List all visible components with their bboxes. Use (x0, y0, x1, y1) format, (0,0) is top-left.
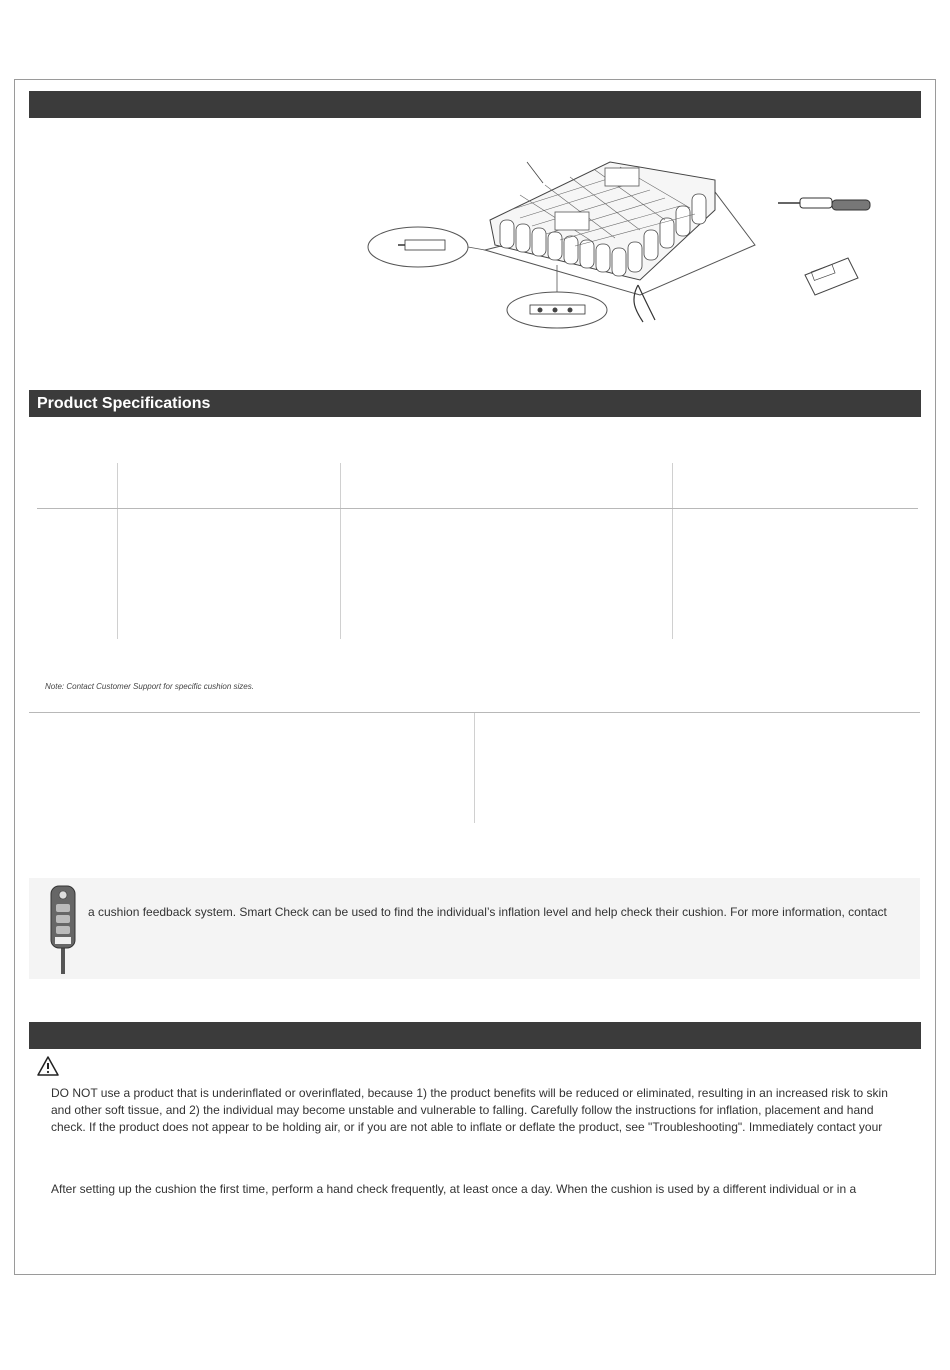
warning-paragraph-inflation: DO NOT use a product that is underinflated or overinflated, because 1) the product benefits will be reduced or eliminated, resulting in an increased risk to skin and other soft tissue, and 2) the individual may become unstable and vulnerable to falling. Carefully follow the instructions for inflation, placement and hand check. If the product does not appear to be holding air, or if you are not able to inflate or deflate the product, see "Troubleshooting". Immediately contact your (51, 1086, 888, 1134)
table-divider (672, 463, 673, 639)
section-bar-contents (29, 91, 921, 118)
warning-paragraph-hand-check: After setting up the cushion the first time, perform a hand check frequently, at least once a day. When the cushion is used by a different individual or in a (51, 1182, 857, 1196)
table-header-rule (37, 508, 918, 509)
warning-triangle-icon (37, 1056, 59, 1076)
cushion-illustration (360, 150, 880, 340)
table-divider (117, 463, 118, 639)
smart-check-description: a cushion feedback system. Smart Check can be used to find the individual’s inflation level and help check their cushion. For more information, contact (88, 905, 887, 919)
smart-check-panel (29, 878, 920, 979)
section-bar-warnings (29, 1022, 921, 1049)
column-divider (474, 713, 475, 823)
specs-note: Note: Contact Customer Support for specific cushion sizes. (45, 682, 254, 691)
smart-check-device-icon (47, 884, 79, 974)
table-divider (340, 463, 341, 639)
section-title-product-specifications: Product Specifications (29, 390, 921, 417)
